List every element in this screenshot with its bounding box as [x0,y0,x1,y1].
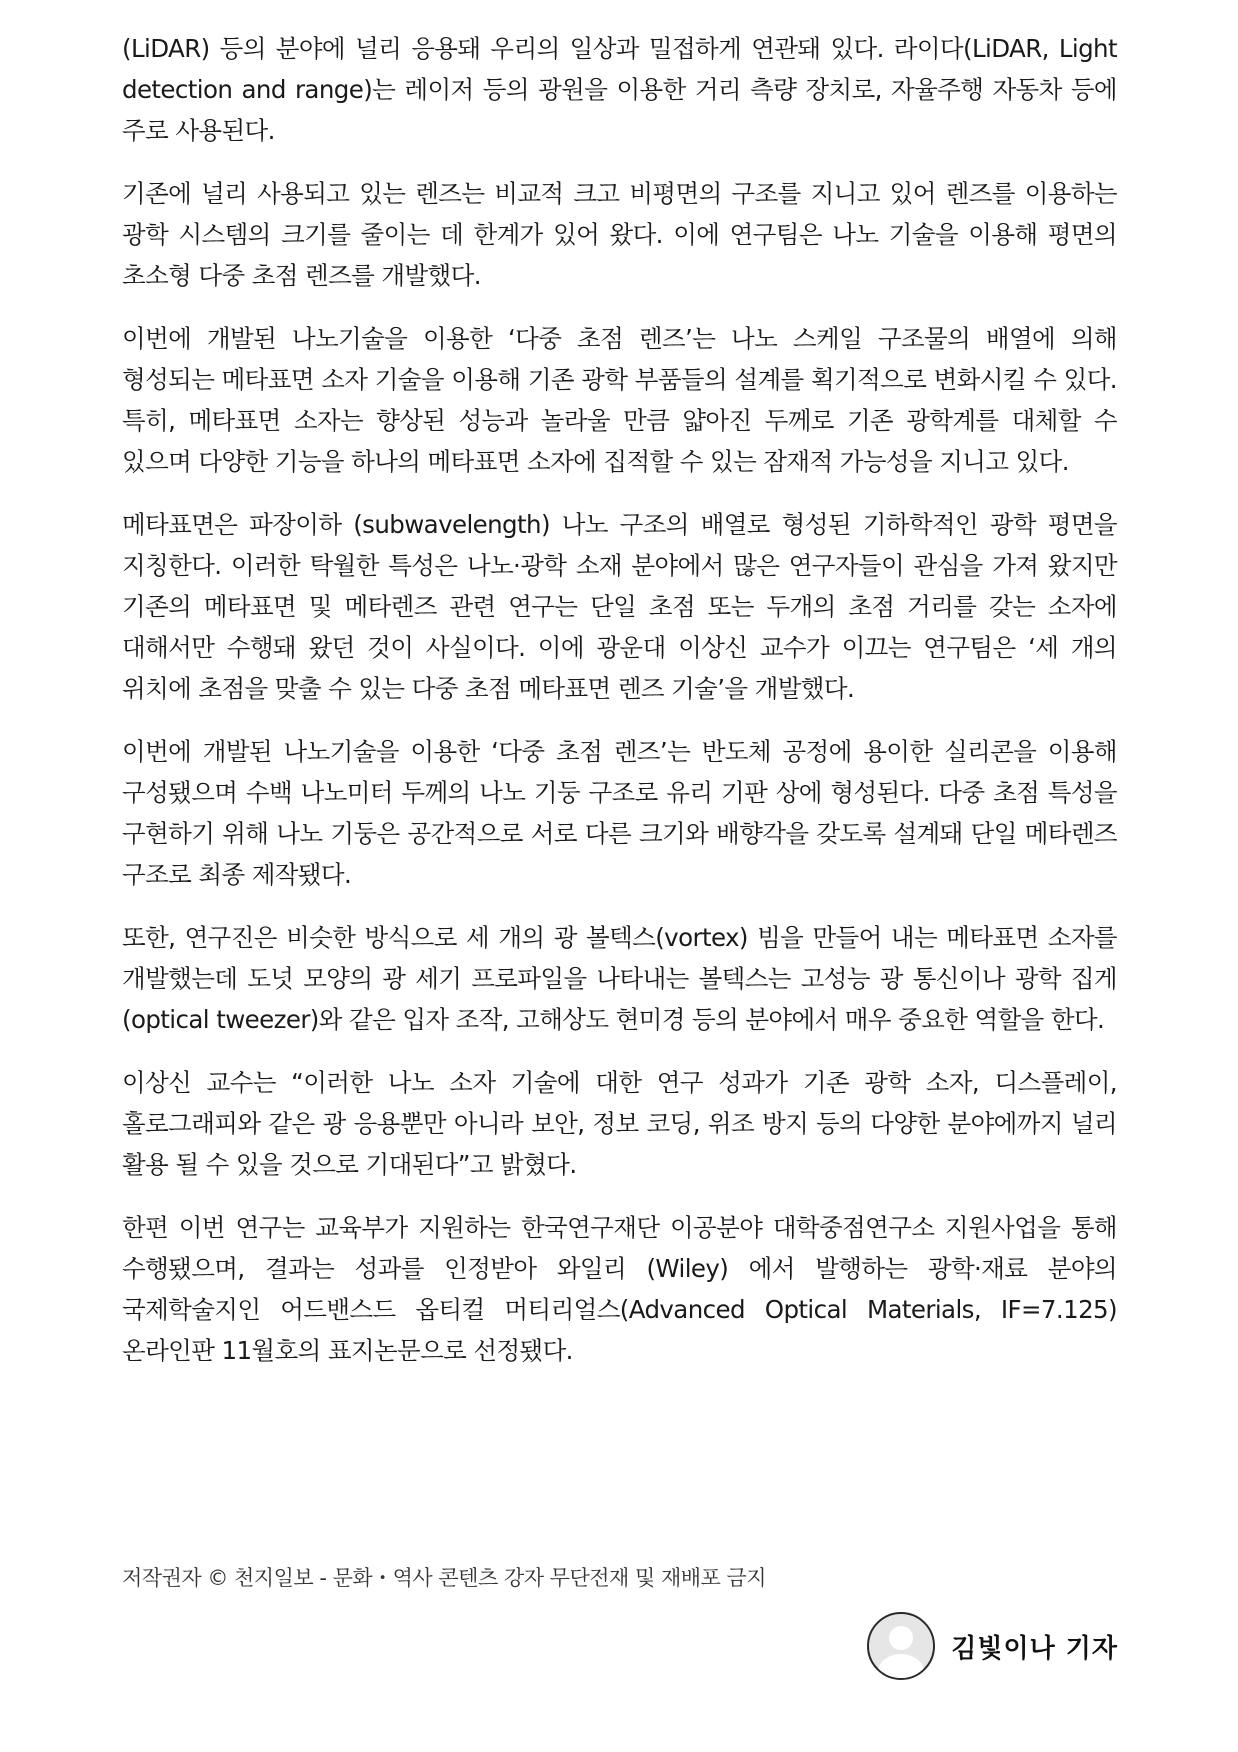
user-avatar-icon [867,1612,935,1680]
avatar-head-shape [889,1626,913,1650]
article-paragraph: 기존에 널리 사용되고 있는 렌즈는 비교적 크고 비평면의 구조를 지니고 있어 렌즈를 이용하는 광학 시스템의 크기를 줄이는 데 한계가 있어 왔다. 이에 연구팀은 나노 기술을 이용해 평면의 초소형 다중 초점 렌즈를 개발했다. [122,179,1117,290]
reporter-name[interactable]: 김빛이나 기자 [951,1633,1118,1664]
article-paragraph: 또한, 연구진은 비슷한 방식으로 세 개의 광 볼텍스(vortex) 빔을 만들어 내는 메타표면 소자를 개발했는데 도넛 모양의 광 세기 프로파일을 나타내는 볼텍스는 고성능 광 통신이나 광학 집게(optical tweezer)와 같은 입자 조작, 고해상도 현미경 등의 분야에서 매우 중요한 역할을 한다. [122,923,1117,1034]
article-paragraph: 한편 이번 연구는 교육부가 지원하는 한국연구재단 이공분야 대학중점연구소 지원사업을 통해 수행됐으며, 결과는 성과를 인정받아 와일리 (Wiley) 에서 발행하는 광학·재료 분야의 국제학술지인 어드밴스드 옵티컬 머티리얼스(Advanced Optical Materials, IF=7.125) 온라인판 11월호의 표지논문으로 선정됐다. [122,1213,1117,1365]
reporter-byline[interactable] [867,1612,1118,1680]
article-body [122,28,1117,1393]
article-paragraph: 메타표면은 파장이하 (subwavelength) 나노 구조의 배열로 형성된 기하학적인 광학 평면을 지칭한다. 이러한 탁월한 특성은 나노·광학 소재 분야에서 많은 연구자들이 관심을 가져 왔지만 기존의 메타표면 및 메타렌즈 관련 연구는 단일 초점 또는 두개의 초점 거리를 갖는 소자에 대해서만 수행돼 왔던 것이 사실이다. 이에 광운대 이상신 교수가 이끄는 연구팀은 ‘세 개의 위치에 초점을 맞출 수 있는 다중 초점 메타표면 렌즈 기술’을 개발했다. [122,510,1117,703]
avatar-shoulders-shape [878,1654,924,1680]
article-paragraph: 이상신 교수는 “이러한 나노 소자 기술에 대한 연구 성과가 기존 광학 소자, 디스플레이, 홀로그래피와 같은 광 응용뿐만 아니라 보안, 정보 코딩, 위조 방지 등의 다양한 분야에까지 널리 활용 될 수 있을 것으로 기대된다”고 밝혔다. [122,1068,1117,1179]
article-paragraph: 이번에 개발된 나노기술을 이용한 ‘다중 초점 렌즈’는 반도체 공정에 용이한 실리콘을 이용해 구성됐으며 수백 나노미터 두께의 나노 기둥 구조로 유리 기판 상에 형성된다. 다중 초점 특성을 구현하기 위해 나노 기둥은 공간적으로 서로 다른 크기와 배향각을 갖도록 설계돼 단일 메타렌즈 구조로 최종 제작됐다. [122,737,1117,889]
article-paragraph: (LiDAR) 등의 분야에 널리 응용돼 우리의 일상과 밀접하게 연관돼 있다. 라이다(LiDAR, Light detection and range)는 레이저 등의 광원을 이용한 거리 측량 장치로, 자율주행 자동차 등에 주로 사용된다. [122,34,1117,145]
copyright-notice: 저작권자 © 천지일보 - 문화・역사 콘텐츠 강자 무단전재 및 재배포 금지 [122,1566,767,1590]
article-paragraph: 이번에 개발된 나노기술을 이용한 ‘다중 초점 렌즈’는 나노 스케일 구조물의 배열에 의해 형성되는 메타표면 소자 기술을 이용해 기존 광학 부품들의 설계를 획기적으로 변화시킬 수 있다. 특히, 메타표면 소자는 향상된 성능과 놀라울 만큼 얇아진 두께로 기존 광학계를 대체할 수 있으며 다양한 기능을 하나의 메타표면 소자에 집적할 수 있는 잠재적 가능성을 지니고 있다. [122,324,1117,476]
